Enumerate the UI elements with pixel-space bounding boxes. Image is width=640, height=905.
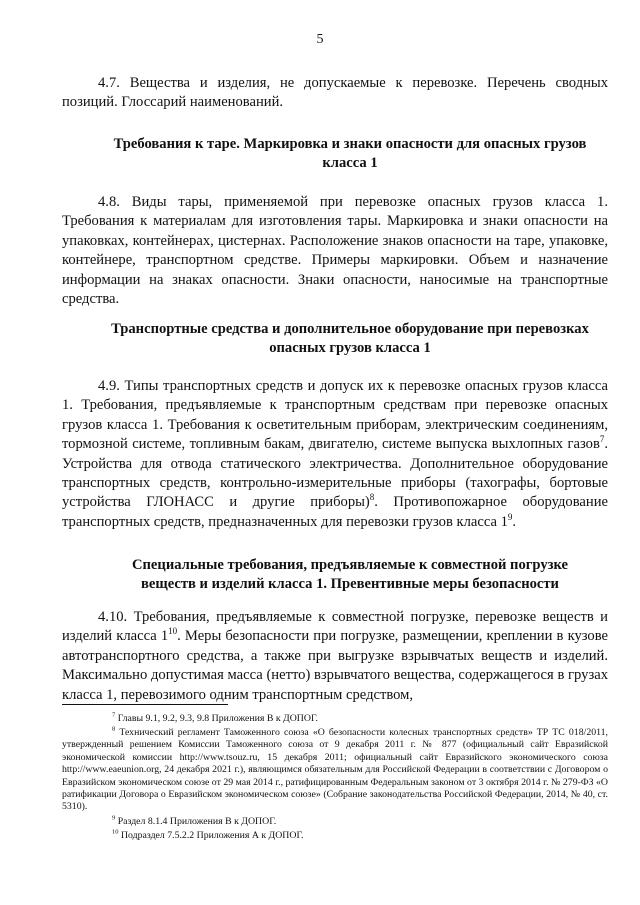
footnote-7 bbox=[62, 713, 608, 725]
heading-line: Требования к таре. Маркировка и знаки опасности для опасных грузов bbox=[113, 136, 587, 152]
page-number: 5 bbox=[316, 32, 324, 47]
footnote-mark: 7 bbox=[112, 711, 116, 719]
footnote-mark: 9 bbox=[112, 814, 116, 822]
footnote-ref-8: 8 bbox=[369, 492, 375, 503]
footnote-text: Технический регламент Таможенного союза «О безопасности колесных транспортных средств» ТР ТС 018/2011, утвержденный решением Комиссии Таможенного союза от 9 декабря 2011 г. № 877 (официальный сайт Евразийской экономической комиссии http://www.tsouz.ru, 15 декабря 2011; официальный сайт Евразийского экономического союза http://www.eaeunion.org, 24 декабря 2021 г.), являющимся обязательным для Российской Федерации в соответствии с Договором о Евразийском экономическом союзе от 29 мая 2014 г., ратифицированным Федеральным законом от 3 октября 2014 г. № 279-ФЗ «О ратификации Договора о Евразийском экономическом союзе» (Собрание законодательства Российской Федерации, 2014, № 40, ст. 5310). bbox=[62, 727, 609, 813]
heading-line: Транспортные средства и дополнительное оборудование при перевозках bbox=[111, 321, 589, 337]
paragraph-text: 4.9. Типы транспортных средств и допуск их к перевозке опасных грузов класса 1. Требования, предъявляемые к транспортным средствам при перевозке опасных грузов класса 1. Требования к осветительным приборам, электрическим соединениям, тормозной системе, топливным бакам, двигателю, системе выпуска выхлопных газов bbox=[62, 378, 608, 453]
footnote-text: Главы 9.1, 9.2, 9.3, 9.8 Приложения В к ДОПОГ. bbox=[117, 713, 318, 724]
footnote-ref-10: 10 bbox=[168, 626, 178, 637]
heading-line: веществ и изделий класса 1. Превентивные меры безопасности bbox=[141, 576, 559, 593]
footnote-mark: 8 bbox=[112, 725, 116, 733]
heading-line: класса 1 bbox=[322, 155, 378, 172]
paragraph-text: 4.10. Требования, предъявляемые к совместной погрузке, перевозке веществ и изделий класса 1 bbox=[62, 609, 608, 645]
paragraph-text: . Меры безопасности при погрузке, размещении, креплении в кузове автотранспортного средства, а также при выгрузке взрывчатых веществ и изделий. Максимально допустимая масса (нетто) взрывчатого вещества, содержащегося в грузах класса 1, перевозимого одним транспортным средством, bbox=[62, 628, 609, 703]
paragraph-4-8: 4.8. Виды тары, применяемой при перевозке опасных грузов класса 1. Требования к материалам для изготовления тары. Маркировка и знаки опасности на упаковках, контейнерах, цистернах. Расположение знаков опасности на таре, упаковке, контейнере, транспортном средстве. Примеры маркировки. Объем и назначение информации на знаках опасности. Знаки опасности, наносимые на транспортные средства. bbox=[62, 194, 608, 308]
paragraph-text: . Устройства для отвода статического электричества. Дополнительное оборудование транспортных средств, контрольно-измерительные приборы (тахографы, бортовые устройства ГЛОНАСС и другие приборы) bbox=[62, 436, 608, 511]
heading-line: опасных грузов класса 1 bbox=[269, 340, 431, 357]
paragraph-4-7: 4.7. Вещества и изделия, не допускаемые к перевозке. Перечень сводных позиций. Глоссарий наименований. bbox=[62, 75, 608, 111]
footnote-10 bbox=[62, 830, 608, 842]
paragraph-4-10 bbox=[62, 608, 608, 705]
footnote-9 bbox=[62, 816, 608, 828]
heading-line: Специальные требования, предъявляемые к совместной погрузке bbox=[131, 557, 569, 573]
section-heading-loading bbox=[100, 556, 600, 595]
footnote-text: Подраздел 7.5.2.2 Приложения А к ДОПОГ. bbox=[120, 830, 304, 841]
footnote-text: Раздел 8.1.4 Приложения В к ДОПОГ. bbox=[117, 816, 277, 827]
footnote-ref-9: 9 bbox=[507, 511, 513, 522]
paragraph-text: . Противопожарное оборудование транспортных средств, предназначенных для перевозки грузов класса 1 bbox=[62, 494, 608, 530]
section-heading-packaging bbox=[100, 135, 600, 174]
paragraph-4-9 bbox=[62, 377, 608, 532]
footnote-divider bbox=[62, 704, 228, 705]
footnote-8 bbox=[62, 727, 608, 814]
paragraph-text: . bbox=[512, 513, 517, 530]
section-heading-vehicles bbox=[100, 320, 600, 359]
footnote-mark: 10 bbox=[112, 828, 119, 836]
footnote-ref-7: 7 bbox=[599, 434, 605, 445]
